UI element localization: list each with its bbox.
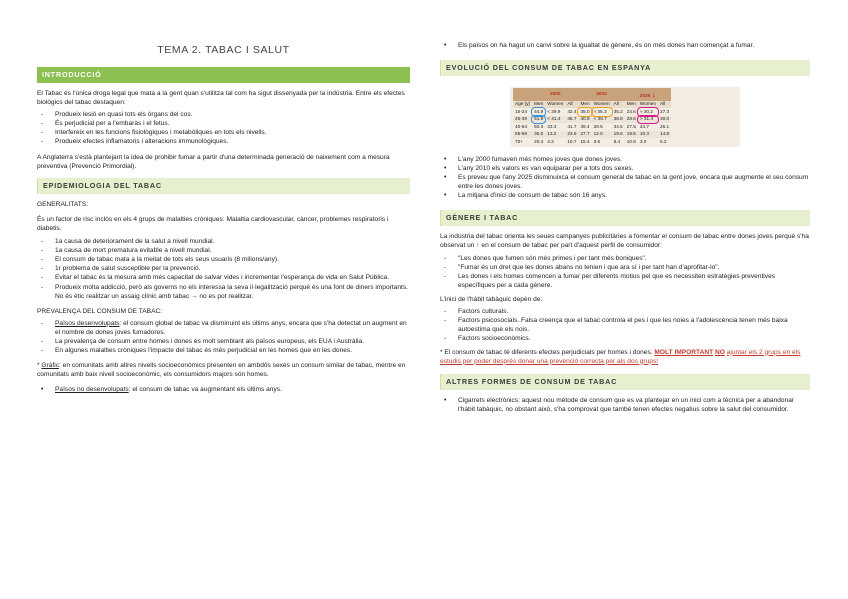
table-cell: 27.7 <box>580 131 590 137</box>
intro-paragraph-2: A Anglaterra s'està plantejant la idea de prohibir fumar a partir d'una determinada generació de naixement com a mesura preventiva (Prevenció Primordial). <box>37 153 390 170</box>
table-row <box>513 138 671 146</box>
list-item: - El consum de tabac mata a la meitat de tots els seus usuaris (8 milions/any). <box>37 255 410 264</box>
column-header: Men <box>534 101 544 107</box>
list-item <box>37 346 410 355</box>
list-item: • Els països on ha hagut un canvi sobre la igualtat de gènere, és on més dones han començat a fumar. <box>440 41 810 50</box>
list-item: - Evitar el tabac és la mesura amb més capacitat de salvar vides i incrementar l'esperança de vida en Salut Pública. <box>37 273 410 282</box>
table-cell: 27.5 <box>626 123 636 129</box>
altres-list <box>440 396 810 414</box>
genere-list <box>440 254 810 290</box>
generalitats-list <box>37 237 410 301</box>
list-item: • L'any 2000 fumaven més homes joves que dones joves. <box>440 155 810 164</box>
column-header: All <box>659 101 666 107</box>
column-header: Men <box>580 101 590 107</box>
list-item: - 1a causa de mort prematura evitable a nivell mundial. <box>37 246 410 255</box>
table-cell: 41.7 <box>567 123 577 129</box>
table-cell: 46.7 <box>567 116 577 122</box>
table-cell: 20.4 <box>534 139 544 145</box>
table-row <box>513 116 671 124</box>
right-column <box>440 41 810 414</box>
table-cell-circled: 44.9 <box>532 108 545 116</box>
table-cell: 55-69 <box>515 131 527 137</box>
list-item-text: : el consum de tabac va augmentant els últims anys. <box>128 386 282 394</box>
table-cell: 40-54 <box>515 123 527 129</box>
list-item: - "Fumar és un dret que les dones abans no tenien i que ara sí i per tant han d'aprofitar-lo". <box>440 263 810 272</box>
grafic-label: Gràfic <box>41 362 59 370</box>
table-cell: 14.8 <box>659 131 670 137</box>
list-item: - Factors culturals. <box>440 307 810 316</box>
list-item: - 1r problema de salut susceptible per la prevenció. <box>37 264 410 273</box>
note-underlined: ajuntar els 2 grups en els estudis per poder després donar una prevenció correcta per als dos grups! <box>440 348 801 365</box>
list-item: - Les dones i els homes comencen a fumar per diferents motius pel que es necessiten estratègies preventives específiques per a cada gènere. <box>440 272 810 290</box>
table-cell: 8.4 <box>613 139 621 145</box>
note-emphasis: NO <box>715 348 725 356</box>
table-cell: < 39.9 <box>547 108 561 114</box>
table-row <box>513 131 671 139</box>
left-column <box>37 67 410 394</box>
list-item: - És perjudicial per a l'embaràs i el fetus. <box>37 119 410 128</box>
column-header: Women <box>639 101 656 107</box>
table-cell: 24.6 <box>626 108 636 114</box>
underlined-term: Països no desenvolupats <box>55 386 129 394</box>
list-item: - Produeix efectes inflamatoris i alteracions immunològiques. <box>37 137 410 146</box>
column-header: Men <box>626 101 636 107</box>
table-cell-circled: ≈ 30.2 <box>638 108 658 116</box>
table-cell-circled: ≈ 35.3 <box>592 108 612 116</box>
list-item <box>37 385 410 394</box>
grafic-paragraph: * Gràfic: en comunitats amb altres nivells socioeconòmics presenten en ambdós sexes un consum similar de tabac, mentre en comunitats amb baix nivell socioeconòmic, els consumidors majors són homes. <box>37 362 406 379</box>
list-item: - Interfereix en les funcions fisiològiques i metabòliques en tots els nivells. <box>37 128 410 137</box>
inici-list <box>440 307 810 343</box>
year-header <box>625 88 671 100</box>
column-header: Women <box>547 101 564 107</box>
underlined-term: Països desenvolupats <box>55 319 120 327</box>
section-heading-epidemiologia: EPIDEMIOLOGIA DEL TABAC <box>37 178 410 194</box>
important-note <box>440 348 810 366</box>
list-item: - Factors socioeconòmics. <box>440 334 810 343</box>
prevalenca-list <box>37 319 410 355</box>
year-label: 2025 <box>639 93 651 99</box>
table-header-row <box>513 101 671 109</box>
list-item-text: En algunes malalties cròniques l'impacte del tabac és més perjudicial en les homes que en les dones. <box>55 347 353 355</box>
table-cell: < 41.4 <box>547 116 561 122</box>
year-header: 2000 <box>550 91 561 97</box>
top-list <box>440 41 810 50</box>
table-cell: 15-24 <box>515 108 527 114</box>
section-heading-genere: GÈNERE I TABAC <box>440 210 810 226</box>
table-cell: 33.3 <box>547 123 557 129</box>
list-item <box>37 319 410 337</box>
table-cell: 3.0 <box>639 139 647 145</box>
generalitats-paragraph: És un factor de risc inclòs en els 4 grups de malalties cròniques: Malaltia cardiovascular, càncer, problemes respiratoris i diabetis. <box>37 215 389 232</box>
list-item: - Factors psicosocials. Falsa creença que el tabac controla el pes i que les noies a l'adolescència tenen més baixa autoestima que els nois. <box>440 316 810 334</box>
table-cell-circled: 35.0 <box>578 108 591 116</box>
column-header: Age (y) <box>515 101 531 107</box>
table-cell: 10.3 <box>639 131 650 137</box>
table-cell: < 36.7 <box>593 116 607 122</box>
table-cell: 39.4 <box>580 123 590 129</box>
data-table-figure <box>510 87 740 147</box>
generalitats-label: GENERALITATS: <box>37 200 89 208</box>
table-cell: 35.2 <box>613 108 623 114</box>
table-cell: 40.8 <box>580 116 590 122</box>
table-cell-circled: 51.9 <box>532 116 545 124</box>
table-cell: 27.3 <box>659 108 670 114</box>
list-item: • Cigarrets electrònics: aquest nou mètode de consum que es va plantejar en un inici com a tècnica per a abandonar l'hàbit tabàquic, no obstant això, s'ha comprovat que també tenen efectes negatius sobre la salut del consumidor. <box>440 396 810 414</box>
list-item: - Produeix molta addicció, però als governs no els interessa la seva il·legalització perquè és una font de diners importants. No és ètic realitzar un assaig clínic amb tabac → no es pot realitzar. <box>37 283 410 301</box>
list-item-text: : el consum global de tabac va disminuint els últims anys, encara que s'ha detectat un augment en el nombre de dones joves fumadores. <box>55 319 407 336</box>
table-cell: 30.0 <box>659 116 670 122</box>
list-item: - 1a causa de deteriorament de la salut a nivell mundial. <box>37 237 410 246</box>
section-heading-altres: ALTRES FORMES DE CONSUM DE TABAC <box>440 374 810 390</box>
table-cell: 28.6 <box>626 116 636 122</box>
table-cell: 50.3 <box>534 123 544 129</box>
table-cell: 19.6 <box>613 131 623 137</box>
table-cell: 24.7 <box>639 123 650 129</box>
table-cell-circled: > 31.4 <box>638 116 658 124</box>
down-arrow-icon: ↓ <box>651 89 657 100</box>
list-item: - "Les dones que fumen són més primes i per tant més boniques". <box>440 254 810 263</box>
consumption-table <box>513 88 671 146</box>
table-cell: 12.0 <box>593 131 603 137</box>
table-cell: 25-39 <box>515 116 527 122</box>
table-cell: 19.5 <box>626 131 636 137</box>
note-text: * El consum de tabac té diferents efectes perjudicials per homes i dones. <box>440 348 655 356</box>
table-cell: 13.2 <box>547 131 557 137</box>
table-cell: 70+ <box>515 139 523 145</box>
list-item: • La mitjana d'inici de consum de tabac són 16 anys. <box>440 191 810 200</box>
page-title: TEMA 2. TABAC I SALUT <box>157 44 290 56</box>
list-item <box>37 337 410 346</box>
column-header: Women <box>593 101 610 107</box>
table-cell: 35.0 <box>534 131 544 137</box>
evolucio-list <box>440 155 810 200</box>
table-year-row <box>513 88 671 100</box>
genere-paragraph: La indústria del tabac orienta les seues campanyes publicitàries a fomentar el consum de tabac entre dones joves perquè s'ha observat un ↑ en el consum de tabac per part d'aquest perfil de consumidor: <box>440 232 809 249</box>
section-heading-introduccio: INTRODUCCIÓ <box>37 67 410 83</box>
table-cell: 29.5 <box>593 123 603 129</box>
table-cell: 34.5 <box>613 123 623 129</box>
year-header: 2010 <box>596 91 607 97</box>
table-cell: 42.4 <box>567 108 577 114</box>
column-header: All <box>613 101 619 107</box>
list-item: - Produeix lesió en quasi tots els òrgans del cos. <box>37 110 410 119</box>
table-cell: 4.3 <box>547 139 554 145</box>
table-cell: 26.1 <box>659 123 670 129</box>
table-row <box>513 108 671 116</box>
table-cell: 38.8 <box>613 116 623 122</box>
list-item: • L'any 2010 els valors es van equiparar per a tots dos sexes. <box>440 164 810 173</box>
column-header: All <box>567 101 573 107</box>
table-cell: 10.8 <box>626 139 636 145</box>
intro-list <box>37 110 410 146</box>
table-row <box>513 123 671 131</box>
grafic-text: : en comunitats amb altres nivells socioeconòmics presenten en ambdós sexes un consum similar de tabac, mentre en comunitats amb baix nivell socioeconòmic, els consumidors majors són homes. <box>37 362 406 379</box>
list-item: • Es preveu que l'any 2025 disminuixca el consum general de tabac en la gent jove, encara que augmente el seu consum entre les dones joves. <box>440 173 810 191</box>
section-heading-evolucio: EVOLUCIÓ DEL CONSUM DE TABAC EN ESPANYA <box>440 60 810 76</box>
note-emphasis: MOLT IMPORTANT <box>654 348 714 356</box>
prevalenca-label: PREVALENÇA DEL CONSUM DE TABAC: <box>37 307 163 315</box>
list-item-text: La prevalença de consum entre homes i dones és molt semblant als països europeus, els EUA i Austràlia. <box>55 337 364 345</box>
inici-label: L'inici de l'hàbit tabàquic depèn de: <box>440 296 543 304</box>
table-cell: 10.7 <box>567 139 577 145</box>
table-cell: 6.2 <box>659 139 667 145</box>
table-cell: 23.6 <box>567 131 577 137</box>
table-cell: 15.4 <box>580 139 590 145</box>
no-desenvolupats-list <box>37 385 410 394</box>
intro-paragraph: El Tabac és l'única droga legal que mata a la gent quan s'utilitza tal com ha sigut dissenyada per la indústria. Entre els efectes biològics del tabac destaquen: <box>37 90 405 107</box>
table-cell: 3.6 <box>593 139 601 145</box>
